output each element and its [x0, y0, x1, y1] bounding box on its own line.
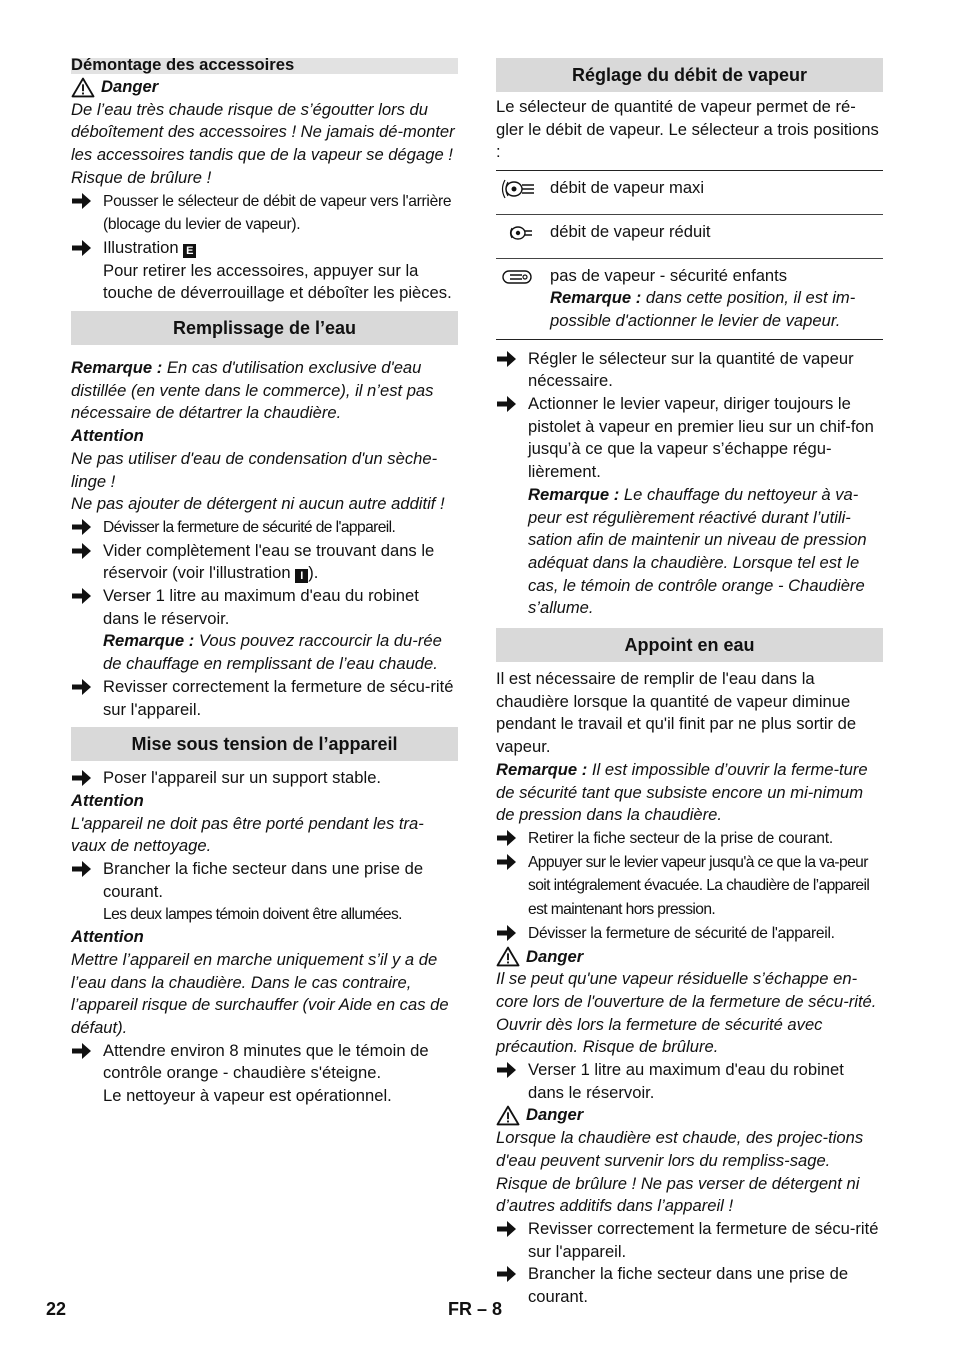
- remark-label: Remarque :: [528, 484, 620, 504]
- list-item: [71, 1040, 458, 1085]
- list-item: [71, 190, 458, 237]
- arrow-right-icon: [71, 516, 93, 538]
- arrow-right-icon: [496, 1263, 518, 1285]
- danger-text: Lorsque la chaudière est chaude, des projec-tions d'eau peuvent survenir lors du rempliss-sage. Risque de brûlure ! Ne pas verser de détergent ni d’autres additifs dans l’appareil !: [496, 1128, 864, 1216]
- remark-label: Remarque :: [550, 288, 642, 308]
- remark-text: En cas d'utilisation exclusive d'eau distillée (en vente dans le commerce), il n’est pas nécessaire de détartrer la chaudière.: [71, 358, 434, 423]
- list-item-text: Vider complètement l'eau se trouvant dans le réservoir (voir l'illustration: [103, 540, 435, 583]
- list-item-text: Verser 1 litre au maximum d'eau du robinet dans le réservoir.: [103, 586, 419, 628]
- remark: [71, 630, 458, 675]
- list-item-text: ).: [308, 563, 319, 583]
- attention-text: Ne pas ajouter de détergent ni aucun autre additif !: [71, 494, 445, 514]
- section-title-dismantling: Démontage des accessoires: [71, 54, 458, 76]
- illustration-badge: I: [295, 569, 308, 583]
- table-cell-line: pas de vapeur - sécurité enfants: [550, 265, 788, 285]
- right-column: [496, 58, 883, 1309]
- child-lock-icon: [500, 265, 536, 289]
- remark-label: Remarque :: [103, 631, 195, 651]
- steam-positions-table: [496, 170, 883, 340]
- illustration-badge: E: [183, 244, 196, 258]
- steam-max-icon: [500, 177, 536, 201]
- attention-label: Attention: [71, 426, 144, 446]
- list-item: [71, 858, 458, 903]
- list-item-text: Poser l'appareil sur un support stable.: [103, 768, 382, 788]
- danger-heading: [496, 946, 883, 969]
- danger-heading: [71, 76, 458, 99]
- arrow-right-icon: [71, 190, 93, 212]
- danger-heading: [496, 1104, 883, 1127]
- table-cell-icon: [496, 258, 550, 339]
- remark: [496, 759, 883, 827]
- section-title-filling: Remplissage de l’eau: [71, 311, 458, 345]
- list-item-text: Attendre environ 8 minutes que le témoin de contrôle orange - chaudière s'éteigne.: [103, 1040, 429, 1083]
- list-item-text: Pousser le sélecteur de débit de vapeur vers l'arrière (blocage du levier de vapeur).: [103, 192, 452, 234]
- left-column: [71, 54, 458, 1108]
- list-item-text: Dévisser la fermeture de sécurité de l'appareil.: [103, 518, 396, 536]
- arrow-right-icon: [496, 851, 518, 873]
- table-row: [496, 171, 883, 215]
- attention-label: Attention: [71, 927, 144, 947]
- table-cell-text: [550, 258, 883, 339]
- arrow-right-icon: [496, 393, 518, 415]
- danger-text: Il se peut qu'une vapeur résiduelle s’échappe en-core lors de l'ouverture de la fermeture de sécu-rité. Ouvrir dès lors la fermeture de sécurité avec précaution. Risque de brûlure.: [496, 969, 877, 1057]
- arrow-right-icon: [71, 585, 93, 607]
- arrow-right-icon: [71, 676, 93, 698]
- arrow-right-icon: [71, 767, 93, 789]
- list-item-text: Appuyer sur le levier vapeur jusqu'à ce que la va-peur soit intégralement évacuée. La chaudière de l’appareil est maintenant hors pression.: [528, 853, 870, 919]
- attention-text: Ne pas utiliser d'eau de condensation d'un sèche-linge !: [71, 448, 438, 491]
- note-text: Le nettoyeur à vapeur est opérationnel.: [103, 1086, 392, 1106]
- remark-text: dans cette position, il est im-possible d'actionner le levier de vapeur.: [550, 288, 856, 330]
- list-item-text: Brancher la fiche secteur dans une prise de courant.: [103, 859, 424, 901]
- page-number: 22: [46, 1299, 67, 1319]
- list-item: [496, 348, 883, 393]
- arrow-right-icon: [496, 1218, 518, 1240]
- list-item-text: Dévisser la fermeture de sécurité de l'appareil.: [528, 924, 835, 942]
- arrow-right-icon: [496, 827, 518, 849]
- danger-label: Danger: [101, 77, 159, 96]
- remark-label: Remarque :: [496, 759, 588, 779]
- steam-reduced-icon: [500, 221, 536, 245]
- note-text: Les deux lampes témoin doivent être allumées.: [103, 905, 402, 923]
- attention-text: Mettre l’appareil en marche uniquement s’il y a de l’eau dans la chaudière. Dans le cas contraire, l’appareil risque de surchauffer (voir Aide en cas de défaut).: [71, 949, 449, 1038]
- arrow-right-icon: [71, 540, 93, 562]
- list-item: [71, 237, 458, 260]
- danger-text: De l’eau très chaude risque de s’égoutter lors du déboîtement des accessoires ! Ne jamais dé-monter les accessoires tandis que de la vapeur se dégage ! Risque de brûlure !: [71, 99, 455, 187]
- danger-label: Danger: [526, 1105, 584, 1125]
- warning-triangle-icon: [71, 77, 95, 98]
- list-item-text: Revisser correctement la fermeture de sécu-rité sur l'appareil.: [528, 1218, 879, 1261]
- list-item: [496, 922, 883, 946]
- arrow-right-icon: [71, 858, 93, 880]
- list-item-text: Actionner le levier vapeur, diriger toujours le pistolet à vapeur en premier lieu sur un chif-fon jusqu’à ce que la vapeur s’échappe régu-lièrement.: [528, 394, 874, 482]
- table-row: [496, 214, 883, 258]
- table-cell-text: débit de vapeur maxi: [550, 178, 705, 198]
- table-cell-icon: [496, 171, 550, 215]
- list-item: [71, 767, 458, 790]
- table-cell-text: débit de vapeur réduit: [550, 214, 883, 258]
- section-page-label: FR – 8: [448, 1299, 503, 1319]
- remark: [550, 287, 883, 332]
- list-item: [71, 540, 458, 585]
- list-item: [496, 827, 883, 851]
- warning-triangle-icon: [496, 946, 520, 967]
- warning-triangle-icon: [496, 1105, 520, 1126]
- list-item-text: Revisser correctement la fermeture de sécu-rité sur l'appareil.: [103, 676, 454, 719]
- list-item-text: Brancher la fiche secteur dans une prise de courant.: [528, 1264, 849, 1307]
- list-item: [496, 1263, 883, 1308]
- section-title-power-on: Mise sous tension de l’appareil: [71, 727, 458, 761]
- arrow-right-icon: [496, 1059, 518, 1081]
- list-item-text: Illustration: [103, 237, 179, 257]
- arrow-right-icon: [496, 922, 518, 944]
- list-item: [496, 1218, 883, 1263]
- list-item: [496, 393, 883, 484]
- section-title-steam-flow: Réglage du débit de vapeur: [496, 58, 883, 92]
- attention-text: L'appareil ne doit pas être porté pendant les tra-vaux de nettoyage.: [71, 813, 424, 856]
- table-cell-icon: [496, 214, 550, 258]
- arrow-right-icon: [71, 1040, 93, 1062]
- remark: [496, 484, 883, 620]
- remark-label: Remarque :: [71, 358, 163, 378]
- list-item: [496, 1059, 883, 1104]
- arrow-right-icon: [71, 237, 93, 259]
- list-item: [71, 516, 458, 540]
- list-item: [71, 676, 458, 721]
- list-item-text: Régler le sélecteur sur la quantité de vapeur nécessaire.: [528, 348, 854, 391]
- instruction-text: Pour retirer les accessoires, appuyer sur la touche de déverrouillage et déboîter les pièces.: [103, 260, 452, 303]
- table-row: [496, 258, 883, 339]
- list-item-text: Verser 1 litre au maximum d'eau du robinet dans le réservoir.: [528, 1060, 844, 1102]
- intro-text: Le sélecteur de quantité de vapeur permet de ré-gler le débit de vapeur. Le sélecteur a trois positions :: [496, 97, 879, 162]
- list-item: [496, 851, 883, 922]
- remark-text: Il est impossible d’ouvrir la ferme-ture de sécurité tant que subsiste encore un mi-nimum de pression dans la chaudière.: [496, 759, 868, 825]
- remark-text: Le chauffage du nettoyeur à va-peur est régulièrement réactivé durant l’utili-sation afin de maintenir un niveau de pression adéquat dans la chaudière. Lorsque tel est le cas, le témoin de contrôle orange - Chaudière s’allume.: [528, 484, 867, 618]
- arrow-right-icon: [496, 348, 518, 370]
- list-item: [71, 585, 458, 630]
- remark-text: Vous pouvez raccourcir la du-rée de chauffage en remplissant de l’eau chaude.: [103, 631, 442, 674]
- danger-label: Danger: [526, 946, 584, 966]
- remark: [71, 357, 458, 425]
- section-title-water-refill: Appoint en eau: [496, 628, 883, 662]
- attention-label: Attention: [71, 790, 144, 810]
- intro-text: Il est nécessaire de remplir de l'eau dans la chaudière lorsque la quantité de vapeur diminue pendant le travail et qu'il finit par ne plus sortir de vapeur.: [496, 669, 857, 757]
- list-item-text: Retirer la fiche secteur de la prise de courant.: [528, 829, 834, 847]
